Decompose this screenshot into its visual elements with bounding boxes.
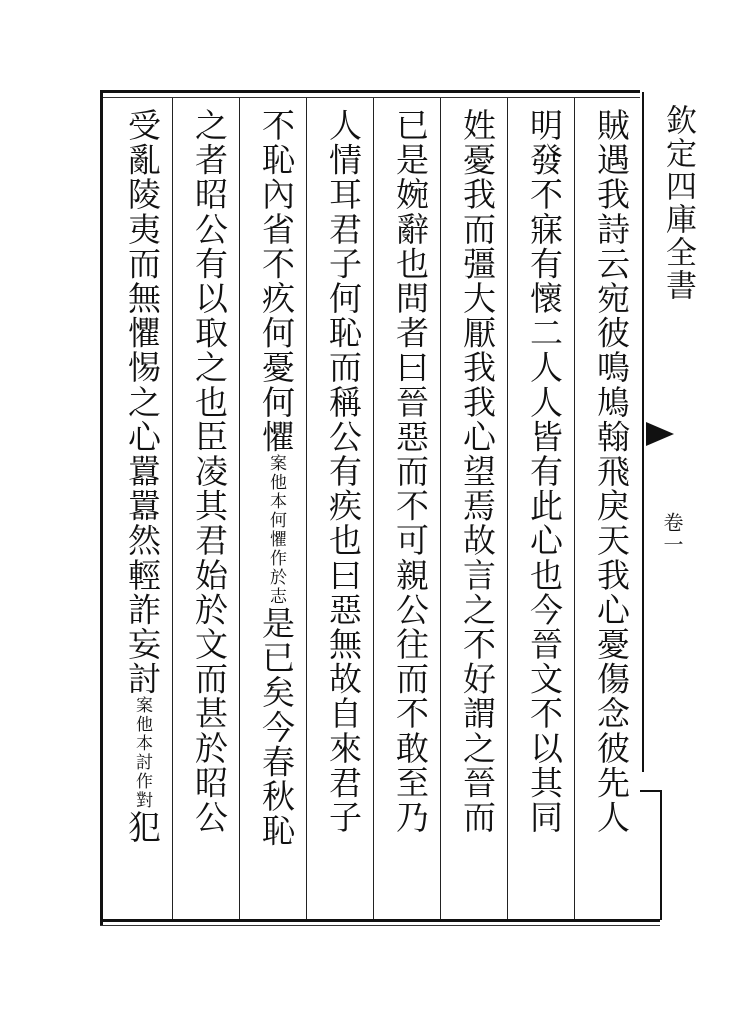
text-column-6 bbox=[248, 108, 304, 913]
text-column-3: 姓憂我而彊大厭我我心望焉故言之不好謂之晉而 bbox=[458, 108, 497, 835]
frame-bottom-border bbox=[100, 919, 660, 922]
text-column-7: 之者昭公有以取之也臣凌其君始於文而甚於昭公 bbox=[190, 108, 229, 835]
column-rule bbox=[373, 98, 374, 919]
annotation-note-right: 案他本何 bbox=[266, 454, 286, 530]
frame-top-border bbox=[100, 90, 640, 93]
column-rule bbox=[507, 98, 508, 919]
frame-left-border bbox=[100, 90, 103, 925]
column-rule bbox=[574, 98, 575, 919]
text-column-4: 已是婉辭也問者曰晉惡而不可親公往而不敢至乃 bbox=[391, 108, 430, 835]
column-6-text-b: 是已矣今春秋恥 bbox=[257, 606, 296, 849]
text-column-8 bbox=[114, 108, 170, 913]
column-rule bbox=[440, 98, 441, 919]
column-6-text-a: 不恥內省不疚何憂何懼 bbox=[257, 108, 296, 454]
frame-bottom-inner-border bbox=[100, 925, 660, 926]
annotation-note-right: 案他本 bbox=[132, 696, 152, 754]
frame-top-inner-border bbox=[100, 97, 640, 98]
column-8-text-b: 犯 bbox=[123, 810, 162, 845]
margin-lower-line bbox=[660, 790, 662, 920]
block-margin bbox=[642, 92, 704, 772]
column-rule bbox=[172, 98, 173, 919]
fishtail-mark bbox=[646, 422, 674, 446]
annotation-note-left: 懼作於志 bbox=[266, 530, 286, 606]
text-column-5: 人情耳君子何恥而稱公有疾也曰惡無故自來君子 bbox=[324, 108, 363, 835]
text-column-2: 明發不寐有懷二人人皆有此心也今晉文不以其同 bbox=[525, 108, 564, 835]
column-rule bbox=[306, 98, 307, 919]
collection-title: 欽定四庫全書 bbox=[660, 104, 696, 302]
annotation-note-left: 討作對 bbox=[132, 753, 152, 811]
column-rule bbox=[239, 98, 240, 919]
text-column-1: 賊遇我詩云宛彼鳴鳩翰飛戾天我心憂傷念彼先人 bbox=[592, 108, 631, 835]
margin-lower-mark bbox=[640, 790, 662, 792]
volume-label: 卷一 bbox=[660, 512, 684, 556]
column-8-text-a: 受亂陵夷而無懼惕之心囂囂然輕詐妄討 bbox=[123, 108, 162, 697]
